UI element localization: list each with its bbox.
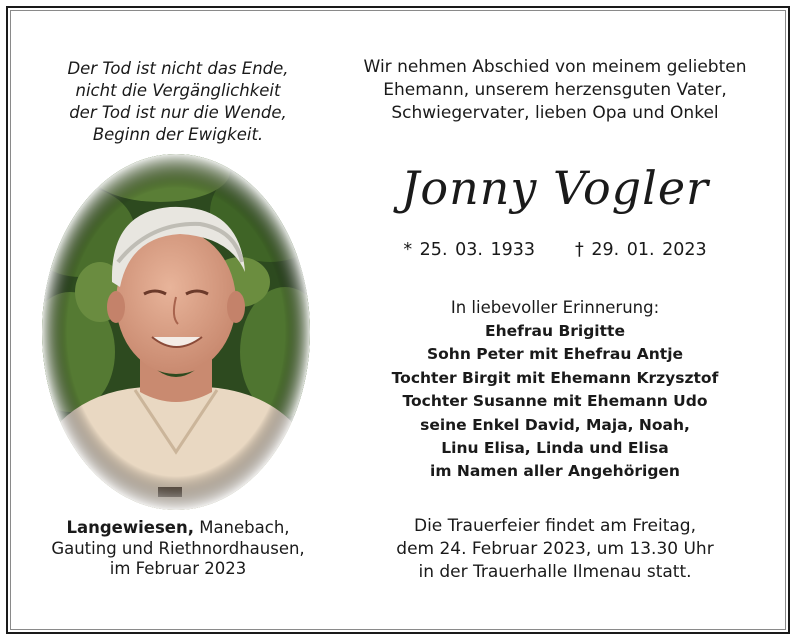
mourners-list	[340, 320, 770, 484]
intro-line: Schwiegervater, lieben Opa und Onkel	[391, 103, 719, 123]
death-date: † 29. 01. 2023	[575, 240, 707, 260]
mourner-line: Sohn Peter mit Ehefrau Antje	[426, 345, 684, 364]
place-rest: Manebach,	[193, 518, 290, 537]
place-line	[28, 518, 328, 539]
memory-heading: In liebevoller Erinnerung:	[450, 298, 660, 317]
intro-line: Ehemann, unserem herzensguten Vater,	[383, 80, 727, 100]
intro-text	[340, 56, 770, 125]
mourner-line: Tochter Susanne mit Ehemann Udo	[402, 392, 708, 411]
poem-line: nicht die Vergänglichkeit	[75, 81, 281, 100]
poem	[28, 58, 328, 146]
mourner-line: Ehefrau Brigitte	[485, 322, 625, 340]
service-line: Die Trauerfeier findet am Freitag,	[413, 516, 696, 536]
poem-line: der Tod ist nur die Wende,	[69, 103, 287, 122]
poem-line: Der Tod ist nicht das Ende,	[67, 59, 289, 78]
service-line: in der Trauerhalle Ilmenau statt.	[418, 562, 692, 582]
place-line: im Februar 2023	[109, 559, 247, 578]
town-name: Langewiesen,	[66, 518, 194, 537]
mourner-line: Tochter Birgit mit Ehemann Krzysztof	[391, 368, 719, 387]
life-dates	[340, 238, 770, 262]
deceased-name: Jonny Vogler	[400, 161, 710, 215]
place-and-date	[28, 518, 328, 580]
mourner-line: Linu Elisa, Linda und Elisa	[441, 439, 669, 458]
service-info	[340, 515, 770, 584]
mourner-line: im Namen aller Angehörigen	[430, 462, 680, 481]
place-line: Gauting und Riethnordhausen,	[51, 538, 305, 558]
poem-line: Beginn der Ewigkeit.	[92, 125, 264, 144]
portrait-photo	[40, 152, 312, 512]
service-line: dem 24. Februar 2023, um 13.30 Uhr	[396, 539, 714, 559]
mourner-line: seine Enkel David, Maja, Noah,	[420, 415, 690, 434]
birth-date: * 25. 03. 1933	[403, 240, 535, 260]
intro-line: Wir nehmen Abschied von meinem geliebten	[363, 57, 747, 77]
